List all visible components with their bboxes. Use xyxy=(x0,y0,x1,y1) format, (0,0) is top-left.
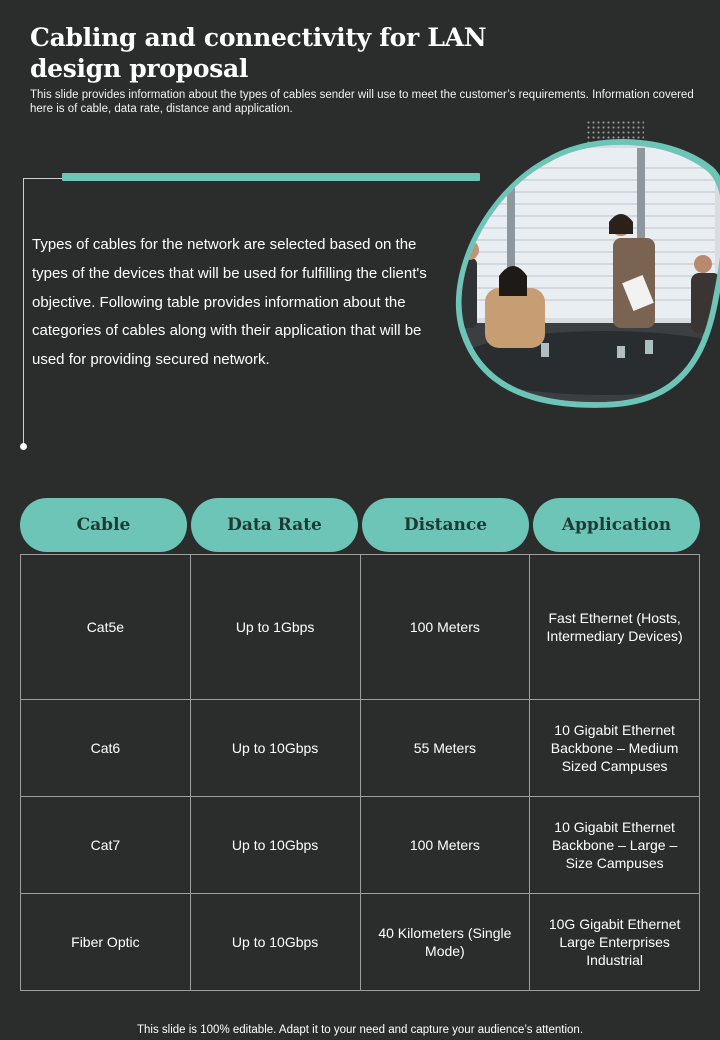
slide-title: Cabling and connectivity for LAN design proposal xyxy=(30,23,487,83)
cell-data-rate: Up to 10Gbps xyxy=(190,700,360,797)
cell-application: 10G Gigabit Ethernet Large Enterprises Industrial xyxy=(530,894,700,991)
cell-data-rate: Up to 1Gbps xyxy=(190,555,360,700)
cell-application: 10 Gigabit Ethernet Backbone – Medium Sized Campuses xyxy=(530,700,700,797)
header-data-rate: Data Rate xyxy=(191,498,358,552)
table-row xyxy=(21,894,700,991)
cell-cable: Cat6 xyxy=(21,700,191,797)
cell-data-rate: Up to 10Gbps xyxy=(190,797,360,894)
header-application: Application xyxy=(533,498,700,552)
cell-distance: 55 Meters xyxy=(360,700,530,797)
cell-application: Fast Ethernet (Hosts, Intermediary Devices) xyxy=(530,555,700,700)
cell-distance: 100 Meters xyxy=(360,555,530,700)
header-distance: Distance xyxy=(362,498,529,552)
table-row xyxy=(21,797,700,894)
cell-distance: 100 Meters xyxy=(360,797,530,894)
cell-data-rate: Up to 10Gbps xyxy=(190,894,360,991)
decorative-vertical-line xyxy=(23,178,24,446)
meeting-photo xyxy=(455,138,720,413)
header-cable: Cable xyxy=(20,498,187,552)
cell-cable: Cat7 xyxy=(21,797,191,894)
decorative-accent-bar xyxy=(62,173,480,181)
decorative-end-dot xyxy=(20,443,27,450)
table-header-row xyxy=(20,498,700,552)
table-row xyxy=(21,700,700,797)
table-row xyxy=(21,555,700,700)
intro-paragraph: Types of cables for the network are selected based on the types of the devices that will be used for fulfilling the client's objective. Following table provides information about the categories of cables along with their application that will be used for providing secured network. xyxy=(32,236,427,369)
cable-table xyxy=(20,498,700,991)
table-body xyxy=(20,554,700,991)
slide-subtitle: This slide provides information about the types of cables sender will use to meet the customer’s requirements. Information covered here is of cable, data rate, distance and application. xyxy=(30,89,694,115)
cell-cable: Cat5e xyxy=(21,555,191,700)
cell-cable: Fiber Optic xyxy=(21,894,191,991)
decorative-connector-line xyxy=(23,178,63,179)
cell-application: 10 Gigabit Ethernet Backbone – Large – Size Campuses xyxy=(530,797,700,894)
footer-note: This slide is 100% editable. Adapt it to your need and capture your audience’s attention. xyxy=(136,1024,584,1036)
cell-distance: 40 Kilometers (Single Mode) xyxy=(360,894,530,991)
